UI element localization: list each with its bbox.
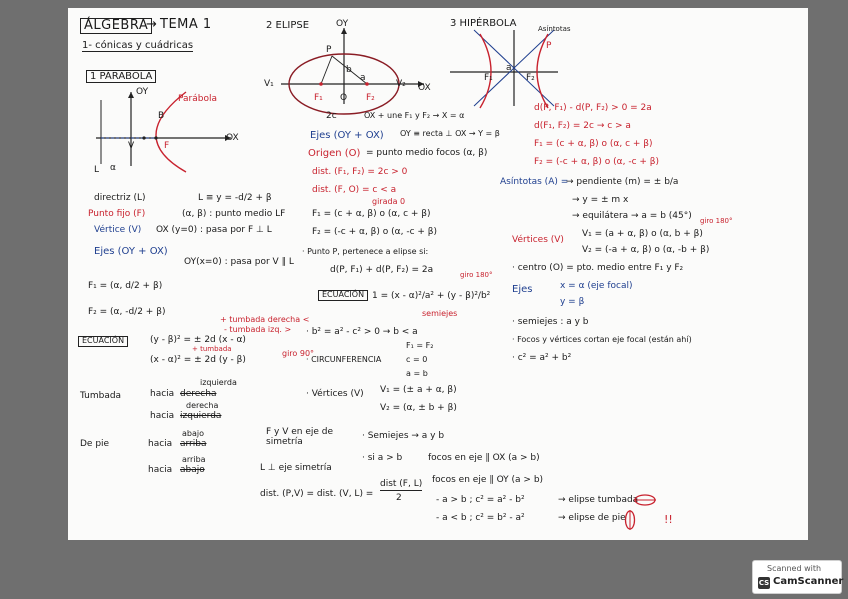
elipse-ox-label: OX xyxy=(418,83,431,93)
elipse-f1-label: F₁ xyxy=(314,93,323,103)
elipse-circ1: F₁ = F₂ xyxy=(406,341,434,350)
elipse-dist2: dist. (F, O) = c < a xyxy=(312,185,397,195)
elipse-ejes: Ejes (OY + OX) xyxy=(310,130,384,141)
hiperbola-giro: giro 180° xyxy=(700,217,733,225)
parabola-vertice-desc: OX (y=0) : pasa por F ⊥ L xyxy=(156,225,272,235)
parabola-l-perp: L ⊥ eje simetría xyxy=(260,463,332,473)
elipse-semiejes-note: semiejes xyxy=(422,309,458,318)
parabola-ann-izq: - tumbada izq. > xyxy=(224,325,292,334)
parabola-eq1: (y - β)² = ± 2d (x - α) xyxy=(150,335,246,345)
ellipse-wide-icon xyxy=(634,494,656,506)
parabola-punto-fijo: Punto fijo (F) xyxy=(88,209,146,219)
badge-brand-text: CamScanner xyxy=(773,576,844,587)
elipse-b-label: b xyxy=(346,65,352,75)
parabola-v-label: V xyxy=(128,141,135,151)
elipse-focos2: focos en eje ∥ OY (a > b) xyxy=(432,475,544,485)
elipse-2c-label: 2c xyxy=(326,111,337,121)
badge-scanned-text: Scanned with xyxy=(767,564,822,573)
hiperbola-asintotas-label: Asíntotas xyxy=(538,25,571,33)
elipse-origen-desc: = punto medio focos (α, β) xyxy=(366,148,488,158)
elipse-circ: · CIRCUNFERENCIA xyxy=(306,355,382,364)
elipse-v2-label: V₂ xyxy=(396,79,406,89)
elipse-b2: · b² = a² - c² > 0 → b < a xyxy=(306,327,418,337)
elipse-res2: → elipse de pie xyxy=(558,513,626,523)
hiperbola-f2-label: F₂ xyxy=(526,73,535,83)
parabola-directriz: directriz (L) xyxy=(94,193,146,203)
elipse-ecuacion-label: ECUACIÓN xyxy=(318,290,368,301)
parabola-abajo-note: abajo xyxy=(182,429,204,438)
elipse-circ3: a = b xyxy=(406,369,428,378)
hiperbola-vertices: Vértices (V) xyxy=(512,235,564,245)
hiperbola-equilatera: → equilátera → a = b (45°) xyxy=(572,211,692,221)
parabola-ejes: Ejes (OY + OX) xyxy=(94,246,168,257)
parabola-ecuacion-label: ECUACIÓN xyxy=(78,336,128,347)
parabola-hacia4: hacia xyxy=(148,465,173,475)
elipse-v2: V₂ = (α, ± b + β) xyxy=(380,403,457,413)
header-topic: TEMA 1 xyxy=(160,17,212,32)
elipse-o-label: O xyxy=(340,93,348,103)
parabola-hacia2: hacia xyxy=(150,411,175,421)
parabola-ann-tumbada: + tumbada xyxy=(192,345,232,353)
parabola-ox-label: OX xyxy=(226,133,239,143)
elipse-v1-label: V₁ xyxy=(264,79,274,89)
parabola-oy-label: OY xyxy=(136,87,149,97)
parabola-l-label: L xyxy=(94,165,100,175)
elipse-p-label: P xyxy=(326,45,332,55)
elipse-origen: Origen (O) xyxy=(308,148,361,159)
hiperbola-p-label: P xyxy=(546,41,552,51)
elipse-cond2: - a < b ; c² = b² - a² xyxy=(436,513,525,523)
elipse-girada: girada 0 xyxy=(372,197,406,206)
parabola-directriz-eq: L ≡ y = -d/2 + β xyxy=(198,193,272,203)
elipse-ecuacion: 1 = (x - α)²/a² + (y - β)²/b² xyxy=(372,291,491,301)
elipse-focos1: focos en eje ∥ OX (a > b) xyxy=(428,453,540,463)
parabola-hacia3: hacia xyxy=(148,439,173,449)
parabola-arriba-struck: abajo xyxy=(180,465,205,475)
hiperbola-ejes: Ejes xyxy=(512,284,533,295)
elipse-f1: F₁ = (c + α, β) o (α, c + β) xyxy=(312,209,431,219)
elipse-giro: giro 180° xyxy=(460,271,493,279)
parabola-hacia1: hacia xyxy=(150,389,175,399)
hiperbola-l4: F₂ = (-c + α, β) o (α, -c + β) xyxy=(534,157,660,167)
parabola-dist: dist. (P,V) = dist. (V, L) = xyxy=(260,489,374,499)
hiperbola-f1-label: F₁ xyxy=(484,73,493,83)
parabola-ejes-desc: OY(x=0) : pasa por V ∥ L xyxy=(184,257,294,267)
camscanner-logo-icon: CS xyxy=(758,579,770,587)
parabola-izquierda-note: izquierda xyxy=(200,378,237,387)
hiperbola-v2: V₂ = (-a + α, β) o (α, -b + β) xyxy=(582,245,710,255)
hiperbola-l2: d(F₁, F₂) = 2c → c > a xyxy=(534,121,631,131)
hiperbola-ymx: → y = ± m x xyxy=(572,195,629,205)
parabola-izquierda-struck: izquierda xyxy=(180,411,222,421)
parabola-heading: 1 PÁRABOLA xyxy=(86,70,156,83)
elipse-f2-label: F₂ xyxy=(366,93,375,103)
elipse-semiejes: · Semiejes → a y b xyxy=(362,431,445,441)
elipse-res1: → elipse tumbada xyxy=(558,495,639,505)
hiperbola-semiejes: · semiejes : a y b xyxy=(512,317,589,327)
elipse-oy-label: OY xyxy=(336,19,349,29)
hiperbola-a-label: a xyxy=(506,63,512,73)
parabola-b-label: B xyxy=(158,111,165,121)
parabola-alpha-label: α xyxy=(110,163,116,173)
elipse-vertices: · Vértices (V) xyxy=(306,389,364,399)
elipse-ejes-desc: OY ≡ recta ⊥ OX → Y = β xyxy=(400,129,500,138)
elipse-heading: 2 ELIPSE xyxy=(266,20,310,31)
parabola-dist-den: 2 xyxy=(396,493,402,503)
parabola-abajo-struck: arriba xyxy=(180,439,207,449)
parabola-vertice: Vértice (V) xyxy=(94,225,142,235)
elipse-circ2: c = 0 xyxy=(406,355,428,364)
parabola-giro: giro 90° xyxy=(282,349,315,358)
parabola-curve-label: Parábola xyxy=(178,94,217,104)
parabola-arriba-note: arriba xyxy=(182,455,206,464)
elipse-excl: !! xyxy=(664,513,673,526)
parabola-punto-fijo-desc: (α, β) : punto medio LF xyxy=(182,209,286,219)
elipse-a-label: a xyxy=(360,73,366,83)
elipse-cond1: - a > b ; c² = a² - b² xyxy=(436,495,525,505)
parabola-ann-derecha: + tumbada derecha < xyxy=(220,315,310,324)
elipse-dist1: dist. (F₁, F₂) = 2c > 0 xyxy=(312,167,408,177)
parabola-derecha-note: derecha xyxy=(186,401,219,410)
elipse-punto: · Punto P, pertenece a elipse si: xyxy=(302,247,429,256)
hiperbola-focos: · Focos y vértices cortan eje focal (están ahí) xyxy=(512,335,692,344)
parabola-derecha-struck: derecha xyxy=(180,389,217,399)
hiperbola-v1: V₁ = (a + α, β) o (α, b + β) xyxy=(582,229,703,239)
parabola-fyv: F y V en eje de simetría xyxy=(266,427,334,447)
hiperbola-l3: F₁ = (c + α, β) o (α, c + β) xyxy=(534,139,653,149)
elipse-v1: V₁ = (± a + α, β) xyxy=(380,385,457,395)
parabola-f-label: F xyxy=(164,141,170,151)
hiperbola-heading: 3 HIPÉRBOLA xyxy=(450,18,517,29)
elipse-si: · si a > b xyxy=(362,453,403,463)
hiperbola-centro: · centro (O) = pto. medio entre F₁ y F₂ xyxy=(512,263,684,273)
hiperbola-l1: d(P, F₁) - d(P, F₂) > 0 = 2a xyxy=(534,103,652,113)
hiperbola-c2: · c² = a² + b² xyxy=(512,353,572,363)
parabola-f2: F₂ = (α, -d/2 + β) xyxy=(88,307,166,317)
header-subtitle: 1- cónicas y cuádricas xyxy=(82,40,194,51)
elipse-punto-eq: d(P, F₁) + d(P, F₂) = 2a xyxy=(330,265,434,275)
parabola-de-pie: De pie xyxy=(80,439,110,449)
parabola-dist-num: dist (F, L) xyxy=(380,479,423,489)
hiperbola-ejes2: y = β xyxy=(560,297,585,307)
elipse-line1: OX + une F₁ y F₂ → X = α xyxy=(364,111,465,120)
parabola-f1: F₁ = (α, d/2 + β) xyxy=(88,281,163,291)
hiperbola-asintotas: Asíntotas (A) = xyxy=(500,177,569,187)
hiperbola-ejes1: x = α (eje focal) xyxy=(560,281,633,291)
hiperbola-graph xyxy=(450,28,560,108)
parabola-tumbada: Tumbada xyxy=(80,391,122,401)
parabola-eq2: (x - α)² = ± 2d (y - β) xyxy=(150,355,246,365)
arrow-icon: → xyxy=(146,17,158,32)
hiperbola-pendiente: → pendiente (m) = ± b/a xyxy=(566,177,679,187)
ellipse-tall-icon xyxy=(624,510,636,530)
header-title: ÁLGEBRA xyxy=(80,18,152,34)
elipse-f2: F₂ = (-c + α, β) o (α, -c + β) xyxy=(312,227,438,237)
camscanner-badge xyxy=(752,560,842,594)
